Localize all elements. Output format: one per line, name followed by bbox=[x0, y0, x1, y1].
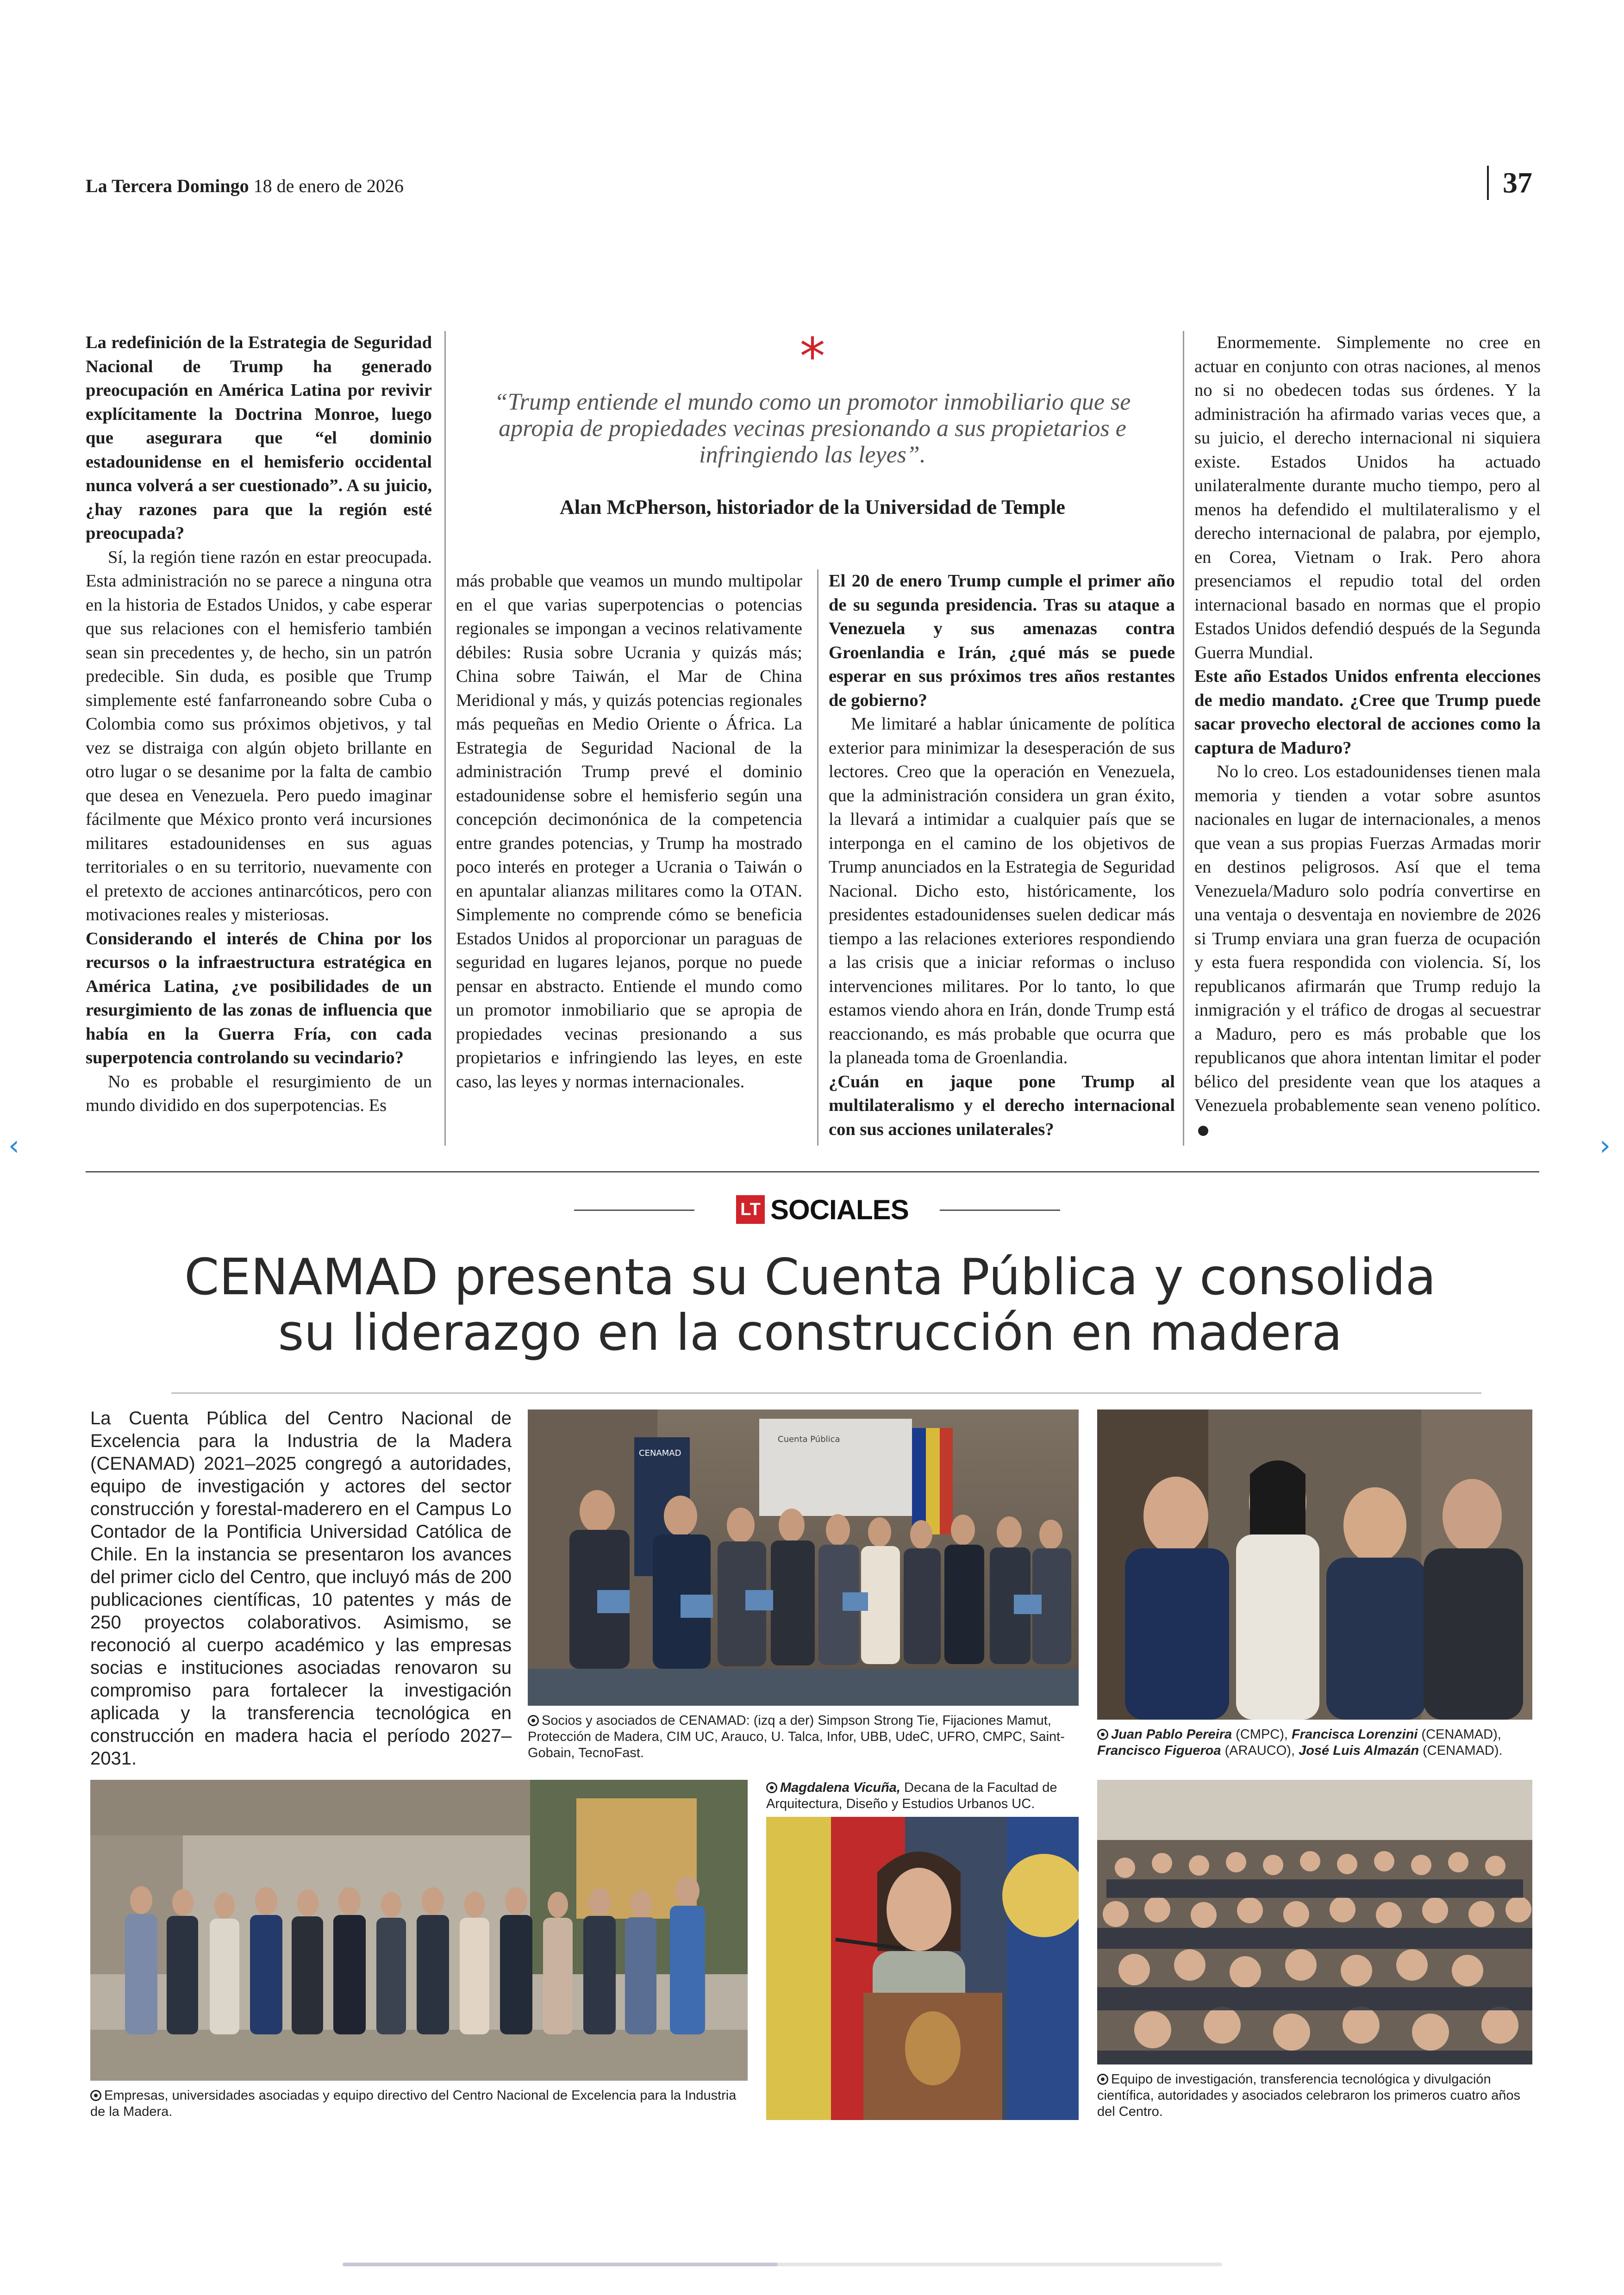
interview-answer: Sí, la región tiene razón en estar preocupada. Esta administración no se parece a ninguna otra en la historia de Estados Unidos, y cabe esperar que sus relaciones con el hemisferio también sean sin precedentes y, de hecho, sin un patrón predecible. Sin duda, es posible que Trump simplemente esté fanfarroneando sobre Cuba o Colombia como sus próximos objetivos, y tal vez se distraiga con algún objeto brillante en otro lugar o se desanime por la falta de cambio que desea en Venezuela. Pero puedo imaginar fácilmente que México pronto verá incursiones militares estadounidenses en sus aguas territoriales o en su territorio, nuevamente con el pretexto de acciones antinarcóticos, pero con motivaciones reales y misteriosas. bbox=[86, 547, 432, 924]
column-rule bbox=[817, 569, 818, 1146]
interview-answer: Me limitaré a hablar únicamente de política exterior para minimizar la desesperación de sus lectores. Creo que la operación en Venezuela, que la administración considera un gran éxito, la llevará a intimidar a cualquier país que se interponga en el camino de los objetivos de Trump anunciados en la Estrategia de Seguridad Nacional. Dicho esto, históricamente, los presidentes estadounidenses suelen dedicar más tiempo a las relaciones exteriores respondiendo a las crisis que a iniciar reformas o incluso intervenciones militares. Por lo tanto, lo que estamos viendo ahora en Irán, donde Trump está reaccionando, es más probable que ocurra que la planeada toma de Groenlandia. bbox=[829, 714, 1175, 1067]
camera-icon bbox=[766, 1782, 777, 1793]
article-column-2 bbox=[456, 569, 802, 1094]
caption-outdoor-group bbox=[90, 2088, 748, 2120]
prev-page-button[interactable]: ‹ bbox=[8, 1129, 19, 1162]
lead-paragraph: La Cuenta Pública del Centro Nacional de Excelencia para la Industria de la Madera (CENAMAD) 2021–2025 congregó a autoridades, equipo de investigación y actores del sector construcción y forestal-maderero en el Campus Lo Contador de la Pontificia Universidad Católica de Chile. En la instancia se presentaron los avances del primer ciclo del Centro, que incluyó más de 200 publicaciones científicas, 10 patentes y más de 250 proyectos colaborativos. Asimismo, se reconoció al cuerpo académico y las empresas socias e instituciones asociadas renovaron su compromiso para fortalecer la investigación aplicada y la transferencia tecnológica en construcción en madera hacia el período 2027–2031. bbox=[90, 1408, 512, 1769]
page-scroll-thumb[interactable] bbox=[343, 2263, 778, 2266]
headline bbox=[93, 1250, 1528, 1361]
banner-logo: CENAMAD bbox=[639, 1448, 681, 1458]
caption-affil-1: (CMPC), bbox=[1232, 1727, 1292, 1742]
caption-name-1: Juan Pablo Pereira bbox=[1111, 1727, 1232, 1742]
caption-name-4: José Luis Almazán bbox=[1299, 1743, 1419, 1758]
photo-outdoor-group bbox=[90, 1780, 748, 2081]
pull-quote-author: Alan McPherson, historiador de la Universidad de Temple bbox=[560, 496, 1065, 518]
caption-partners-group bbox=[528, 1713, 1083, 1761]
photo-speaker bbox=[766, 1817, 1079, 2120]
column-rule bbox=[1183, 331, 1184, 1146]
interview-answer: No es probable el resurgimiento de un mundo dividido en dos superpotencias. Es bbox=[86, 1072, 432, 1115]
headline-line-1: CENAMAD presenta su Cuenta Pública y consolida bbox=[184, 1248, 1436, 1306]
caption-four-people bbox=[1097, 1727, 1532, 1759]
interview-answer: Enormemente. Simplemente no cree en actuar en conjunto con otras naciones, al menos no si no obedecen todas sus órdenes. Y la administración ha afirmado varias veces que, a su juicio, el derecho internacional ni siquiera existe. Estados Unidos ha actuado unilateralmente durante mucho tiempo, pero al menos ha defendido el multilateralismo y el derecho internacional de palabra, por ejemplo, en Corea, Vietnam o Irak. Pero ahora presenciamos el repudio total del orden internacional basado en normas que el propio Estados Unidos defendió después de la Segunda Guerra Mundial. bbox=[1194, 333, 1541, 662]
article-column-1 bbox=[86, 331, 432, 1118]
section-brand bbox=[736, 1194, 909, 1225]
headline-rule bbox=[171, 1392, 1481, 1394]
caption-audience-text: Equipo de investigación, transferencia tecnológica y divulgación científica, autoridades y asociados celebraron los primeros cuatro años del Centro. bbox=[1097, 2072, 1520, 2119]
interview-answer: No lo creo. Los estadounidenses tienen mala memoria y tienden a votar sobre asuntos nacionales en lugar de internacionales, a menos que vean a sus propias Fuerzas Armadas morir en destinos peligrosos. Así que el tema Venezuela/Maduro solo podría convertirse en una ventaja o desventaja en noviembre de 2026 si Trump enviara una gran fuerza de ocupación y esta fuera respondida con violencia. Sí, los republicanos afirmarán que Trump redujo la inmigración y el tráfico de drogas al secuestrar a Maduro, pero es más probable que los republicanos que ahora intentan limitar el poder bélico del presidente vean que los ataques a Venezuela probablemente sean veneno político. bbox=[1194, 760, 1541, 1141]
interview-question: El 20 de enero Trump cumple el primer año de su segunda presidencia. Tras su ataque a Venezuela y sus amenazas contra Groenlandia e Irán, ¿qué más se puede esperar en sus próximos tres años restantes de gobierno? bbox=[829, 571, 1175, 710]
caption-affil-2: (CENAMAD), bbox=[1418, 1727, 1501, 1742]
interview-question: La redefinición de la Estrategia de Seguridad Nacional de Trump ha generado preocupación en América Latina por revivir explícitamente la Doctrina Monroe, luego que asegurara que “el dominio estadounidense en el hemisferio occidental nunca volverá a ser cuestionado”. A su juicio, ¿hay razones para que la región esté preocupada? bbox=[86, 333, 432, 543]
speaker-role: Decana de la Facultad de Arquitectura, Diseño y Estudios Urbanos UC. bbox=[766, 1780, 1057, 1811]
page-number: 37 bbox=[1487, 166, 1532, 200]
column-rule bbox=[444, 331, 446, 1146]
running-header bbox=[86, 175, 404, 197]
headline-line-2: su liderazgo en la construcción en madera bbox=[278, 1304, 1343, 1362]
section-divider bbox=[86, 1171, 1539, 1172]
next-page-button[interactable]: › bbox=[1599, 1129, 1611, 1162]
caption-affil-4: (CENAMAD). bbox=[1419, 1743, 1503, 1758]
camera-icon bbox=[1097, 2074, 1108, 2085]
camera-icon bbox=[1097, 1729, 1108, 1740]
camera-icon bbox=[528, 1715, 539, 1726]
publication-name: La Tercera Domingo bbox=[86, 175, 249, 196]
pull-quote: “Trump entiende el mundo como un promotor inmobiliario que se apropia de propiedades vecinas presionando a sus propietarios e infringiendo las leyes”. bbox=[494, 389, 1131, 468]
banner-title: Cuenta Pública bbox=[778, 1434, 840, 1444]
caption-speaker bbox=[766, 1780, 1086, 1812]
caption-name-2: Francisca Lorenzini bbox=[1292, 1727, 1418, 1742]
photo-four-people bbox=[1097, 1409, 1532, 1720]
section-name: SOCIALES bbox=[770, 1194, 909, 1225]
caption-affil-3: (ARAUCO), bbox=[1221, 1743, 1299, 1758]
article-column-3 bbox=[829, 569, 1175, 1141]
lt-logo-icon: LT bbox=[736, 1195, 765, 1224]
issue-date: 18 de enero de 2026 bbox=[253, 175, 404, 196]
article-column-4 bbox=[1194, 331, 1541, 1141]
brand-rule-left bbox=[574, 1210, 694, 1211]
caption-name-3: Francisco Figueroa bbox=[1097, 1743, 1221, 1758]
interview-question: Considerando el interés de China por los recursos o la infraestructura estratégica en América Latina, ¿ve posibilidades de un resurgimiento de las zonas de influencia que había en la Guerra Fría, con cada superpotencia controlando su vecindario? bbox=[86, 929, 432, 1067]
brand-rule-right bbox=[940, 1210, 1060, 1211]
camera-icon bbox=[90, 2090, 101, 2101]
end-of-article-icon bbox=[1198, 1126, 1208, 1136]
interview-question: Este año Estados Unidos enfrenta elecciones de medio mandato. ¿Cree que Trump puede sacar provecho electoral de acciones como la captura de Maduro? bbox=[1194, 667, 1541, 758]
caption-audience bbox=[1097, 2071, 1532, 2120]
interview-answer: más probable que veamos un mundo multipolar en el que varias superpotencias o potencias regionales se impongan a vecinos relativamente débiles: Rusia sobre Ucrania y quizás más; China sobre Taiwán, el Mar de China Meridional y más, y quizás potencias regionales más pequeñas en Medio Oriente o África. La Estrategia de Seguridad Nacional de la administración Trump prevé el dominio estadounidense sobre el hemisferio según una concepción decimonónica de la competencia entre grandes potencias, y Trump ha mostrado poco interés en proteger a Ucrania o Taiwán o en apuntalar alianzas militares como la OTAN. Simplemente no comprende cómo se beneficia Estados Unidos al proporcionar un paraguas de seguridad en lugares lejanos, porque no puede pensar en abstracto. Entiende el mundo como un promotor inmobiliario que se apropia de propiedades vecinas presionando a sus propietarios e infringiendo las leyes, en este caso, las leyes y normas internacionales. bbox=[456, 571, 802, 1091]
photo-audience bbox=[1097, 1780, 1532, 2064]
asterisk-icon: * bbox=[800, 327, 825, 386]
speaker-name: Magdalena Vicuña, bbox=[780, 1780, 900, 1795]
caption-outdoor-text: Empresas, universidades asociadas y equipo directivo del Centro Nacional de Excelencia para la Industria de la Madera. bbox=[90, 2088, 737, 2119]
interview-question: ¿Cuán en jaque pone Trump al multilateralismo y el derecho internacional con sus acciones unilaterales? bbox=[829, 1072, 1175, 1139]
caption-partners-text: Socios y asociados de CENAMAD: (izq a der) Simpson Strong Tie, Fijaciones Mamut, Protección de Madera, CIM UC, Arauco, U. Talca, Infor, UBB, UdeC, UFRO, CMPC, Saint-Gobain, TecnoFast. bbox=[528, 1713, 1065, 1760]
photo-partners-group bbox=[528, 1409, 1079, 1706]
